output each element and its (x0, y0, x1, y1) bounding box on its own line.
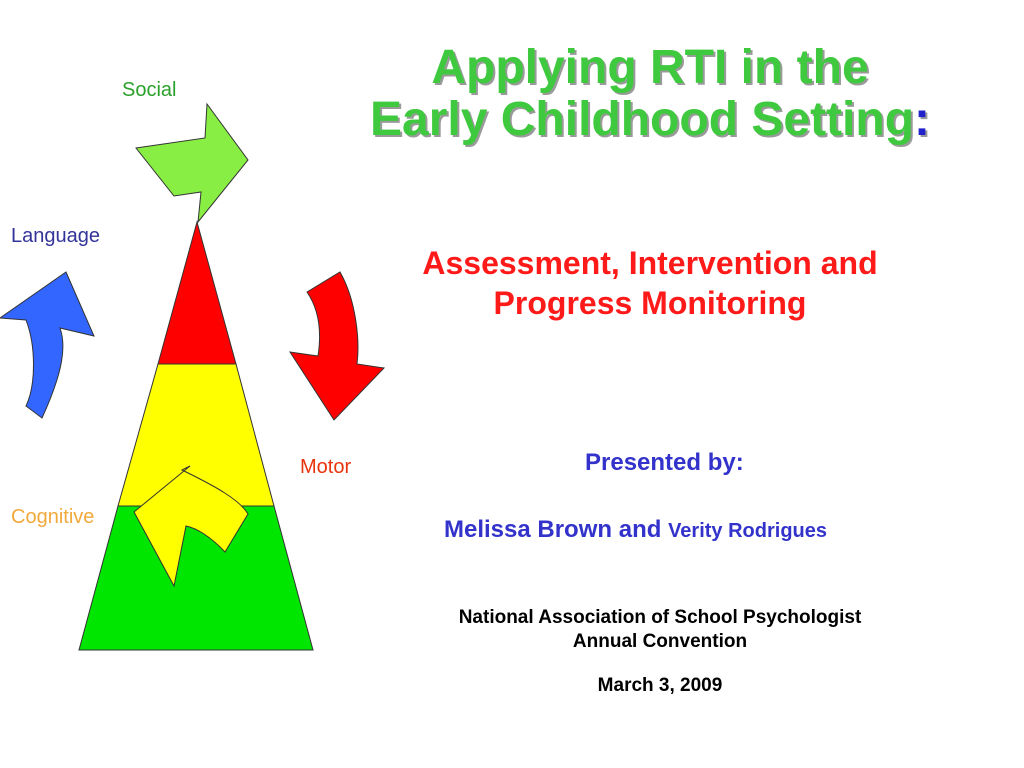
cognitive-label: Cognitive (11, 506, 95, 528)
presented-by-heading: Presented by: (585, 449, 744, 476)
subtitle-line-1: Assessment, Intervention and (422, 245, 878, 281)
language-curved-arrow-icon (0, 272, 94, 418)
title-line-2-text: Early Childhood Setting (370, 93, 915, 146)
title-colon: : (914, 93, 930, 146)
title-line-2 (300, 94, 1000, 146)
subtitle-line-2: Progress Monitoring (493, 285, 807, 321)
pyramid-tier-top (158, 222, 236, 364)
event-info (400, 606, 920, 654)
slide-subtitle (330, 243, 970, 323)
presenter-name-1: Melissa Brown and (444, 516, 669, 543)
presenter-name-2: Verity Rodrigues (668, 520, 827, 542)
presenter-names (444, 516, 827, 544)
social-label: Social (122, 79, 177, 101)
language-label: Language (11, 225, 100, 247)
event-line-1: National Association of School Psychologist (458, 607, 862, 628)
social-curved-arrow-icon (136, 104, 248, 222)
title-line-1: Applying RTI in the (431, 41, 869, 94)
slide-title (300, 42, 1000, 146)
event-date: March 3, 2009 (597, 675, 723, 696)
event-line-2: Annual Convention (572, 631, 748, 652)
motor-label: Motor (300, 456, 352, 478)
